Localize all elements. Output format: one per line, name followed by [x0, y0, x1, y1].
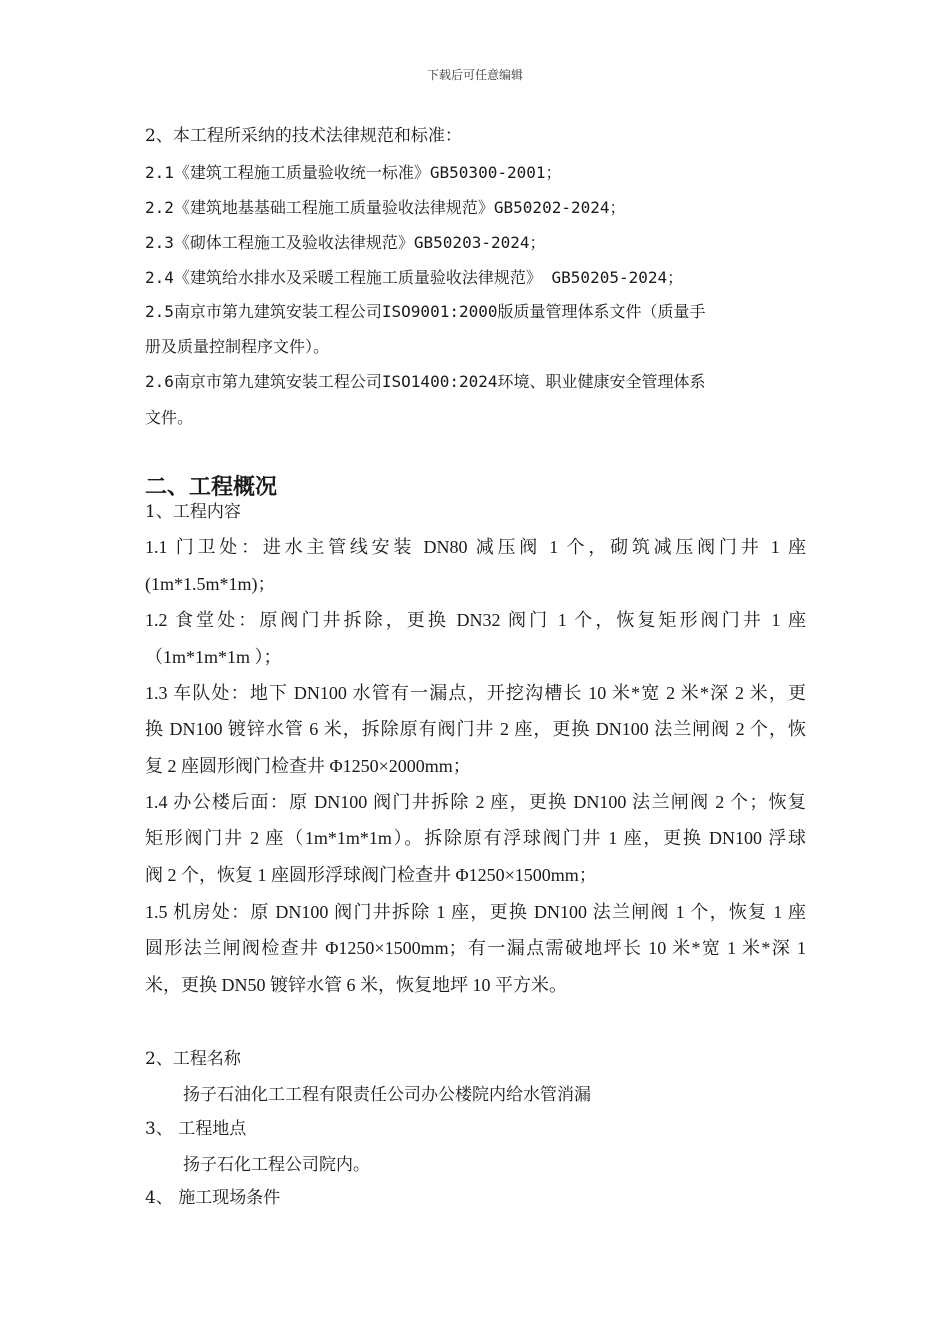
content-line: (1m*1.5m*1m)；: [145, 574, 276, 594]
standard-item: 文件。: [145, 408, 194, 427]
content-line: （1m*1m*1m ）；: [145, 647, 282, 667]
standard-item: 2.2《建筑地基基础工程施工质量验收法律规范》GB50202-2024；: [145, 198, 626, 217]
content-line: 1.3 车队处：地下 DN100 水管有一漏点，开挖沟槽长 10 米*宽 2 米*深 2 米，更: [145, 683, 806, 703]
project-location-title: 3、 工程地点: [145, 1119, 247, 1139]
page-header-note: 下载后可任意编辑: [426, 68, 523, 82]
content-line: 1.1 门卫处：进水主管线安装 DN80 减压阀 1 个，砌筑减压阀门井 1 座: [145, 537, 806, 557]
content-line: 米，更换 DN50 镀锌水管 6 米，恢复地坪 10 平方米。: [145, 975, 567, 995]
content-line: 圆形法兰闸阀检查井 Φ1250×1500mm；有一漏点需破地坪长 10 米*宽 1 米*深 1: [145, 938, 806, 958]
content-line: 1.2 食堂处：原阀门井拆除，更换 DN32 阀门 1 个，恢复矩形阀门井 1 座: [145, 610, 806, 630]
content-line: 阀 2 个，恢复 1 座圆形浮球阀门检查井 Φ1250×1500mm；: [145, 865, 597, 885]
section-heading: 二、工程概况: [145, 475, 278, 500]
standards-title: 2、本工程所采纳的技术法律规范和标准：: [145, 126, 462, 146]
content-line: 1.5 机房处：原 DN100 阀门井拆除 1 座，更换 DN100 法兰闸阀 1 个，恢复 1 座: [145, 902, 806, 922]
standard-item: 2.4《建筑给水排水及采暖工程施工质量验收法律规范》 GB50205-2024；: [145, 268, 684, 287]
content-line: 复 2 座圆形阀门检查井 Φ1250×2000mm；: [145, 756, 471, 776]
content-line: 矩形阀门井 2 座（1m*1m*1m）。拆除原有浮球阀门井 1 座，更换 DN100 浮球: [145, 828, 806, 848]
project-name-value: 扬子石油化工工程有限责任公司办公楼院内给水管消漏: [183, 1085, 591, 1105]
project-name-title: 2、工程名称: [145, 1049, 241, 1069]
standard-item: 2.6南京市第九建筑安装工程公司ISO1400:2024环境、职业健康安全管理体系: [145, 372, 706, 391]
standard-item: 2.5南京市第九建筑安装工程公司ISO9001:2000版质量管理体系文件（质量手: [145, 302, 706, 321]
standard-item: 2.3《砌体工程施工及验收法律规范》GB50203-2024；: [145, 233, 546, 252]
content-line: 换 DN100 镀锌水管 6 米，拆除原有阀门井 2 座，更换 DN100 法兰闸阀 2 个，恢: [145, 719, 806, 739]
content-title: 1、工程内容: [145, 502, 241, 522]
project-location-value: 扬子石化工程公司院内。: [183, 1155, 370, 1175]
content-line: 1.4 办公楼后面：原 DN100 阀门井拆除 2 座，更换 DN100 法兰闸阀 2 个；恢复: [145, 792, 806, 812]
standard-item: 册及质量控制程序文件）。: [145, 337, 330, 356]
site-conditions-title: 4、 施工现场条件: [145, 1188, 281, 1208]
standard-item: 2.1《建筑工程施工质量验收统一标准》GB50300-2001；: [145, 163, 562, 182]
